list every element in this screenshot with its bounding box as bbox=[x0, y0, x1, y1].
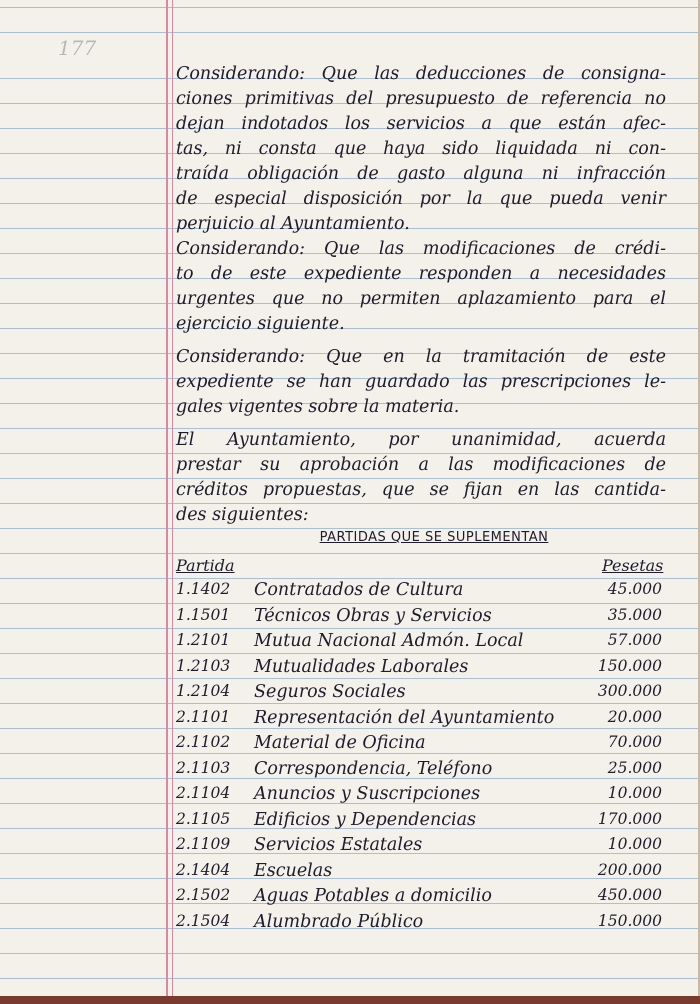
partida-amount: 170.000 bbox=[597, 809, 662, 828]
paragraph-acuerdo bbox=[176, 428, 666, 528]
partida-code: 2.1102 bbox=[176, 733, 231, 751]
page-number: 177 bbox=[58, 36, 97, 60]
partida-description: Edificios y Dependencias bbox=[254, 809, 477, 830]
text-line: gales vigentes sobre la materia. bbox=[176, 397, 460, 417]
page-edge bbox=[0, 996, 700, 1004]
text-line: ejercicio siguiente. bbox=[176, 314, 345, 334]
table-row bbox=[0, 733, 698, 759]
partida-amount: 450.000 bbox=[597, 886, 662, 904]
partida-description: Aguas Potables a domicilio bbox=[254, 886, 492, 906]
paragraph-considerando-2 bbox=[176, 237, 666, 337]
text-line: des siguientes: bbox=[176, 505, 309, 525]
paragraph-considerando-1 bbox=[176, 62, 666, 237]
partida-code: 2.1104 bbox=[176, 784, 231, 802]
table-row bbox=[0, 861, 698, 887]
partida-amount: 45.000 bbox=[607, 580, 662, 598]
text-line: El Ayuntamiento, por unanimidad, acuerda bbox=[176, 430, 666, 450]
partida-amount: 150.000 bbox=[597, 911, 662, 930]
table-row bbox=[0, 682, 698, 708]
partida-amount: 10.000 bbox=[607, 835, 662, 853]
partida-code: 2.1109 bbox=[176, 835, 231, 853]
table-row bbox=[0, 631, 698, 657]
partida-description: Escuelas bbox=[254, 860, 333, 881]
table-row bbox=[0, 912, 698, 938]
partida-description: Técnicos Obras y Servicios bbox=[254, 605, 492, 626]
partida-code: 2.1504 bbox=[176, 911, 231, 930]
partida-amount: 300.000 bbox=[597, 682, 662, 700]
table-row bbox=[0, 784, 698, 810]
column-header-pesetas: Pesetas bbox=[602, 556, 664, 575]
partida-description: Correspondencia, Teléfono bbox=[254, 758, 493, 779]
table-row bbox=[0, 580, 698, 606]
text-line: traída obligación de gasto alguna ni infracción bbox=[176, 164, 666, 184]
text-line: créditos propuestas, que se fijan en las cantida- bbox=[176, 480, 666, 500]
partida-amount: 57.000 bbox=[607, 631, 662, 649]
partidas-table bbox=[0, 580, 698, 937]
text-line: prestar su aprobación a las modificaciones de bbox=[176, 455, 666, 475]
column-header-partida: Partida bbox=[176, 556, 235, 575]
text-line: expediente se han guardado las prescripciones le- bbox=[176, 372, 666, 392]
table-row bbox=[0, 606, 698, 632]
table-row bbox=[0, 835, 698, 861]
partida-description: Seguros Sociales bbox=[254, 682, 406, 702]
table-title: PARTIDAS QUE SE SUPLEMENTAN bbox=[319, 530, 549, 545]
partida-code: 2.1404 bbox=[176, 860, 231, 879]
table-row bbox=[0, 657, 698, 683]
partida-description: Alumbrado Público bbox=[254, 911, 424, 932]
text-line: de especial disposición por la que pueda venir bbox=[176, 189, 666, 209]
partida-description: Servicios Estatales bbox=[254, 835, 423, 855]
partida-code: 2.1502 bbox=[176, 886, 231, 904]
partida-code: 2.1101 bbox=[176, 707, 231, 726]
partida-description: Mutua Nacional Admón. Local bbox=[254, 631, 524, 651]
partida-description: Mutualidades Laborales bbox=[254, 656, 469, 677]
partida-code: 1.2101 bbox=[176, 631, 231, 649]
partida-code: 2.1103 bbox=[176, 758, 231, 777]
partida-amount: 10.000 bbox=[607, 784, 662, 802]
text-line: Considerando: Que en la tramitación de este bbox=[176, 347, 666, 367]
partida-description: Anuncios y Suscripciones bbox=[254, 784, 481, 804]
partida-amount: 20.000 bbox=[607, 707, 662, 726]
partida-description: Contratados de Cultura bbox=[254, 580, 464, 600]
partida-code: 2.1105 bbox=[176, 809, 231, 828]
table-row bbox=[0, 759, 698, 785]
partida-amount: 35.000 bbox=[607, 605, 662, 624]
partida-code: 1.2103 bbox=[176, 656, 231, 675]
table-row bbox=[0, 810, 698, 836]
text-line: Considerando: Que las modificaciones de crédi- bbox=[176, 239, 666, 259]
table-row bbox=[0, 886, 698, 912]
text-line: to de este expediente responden a necesidades bbox=[176, 264, 666, 284]
partida-code: 1.1402 bbox=[176, 580, 231, 598]
partida-code: 1.2104 bbox=[176, 682, 231, 700]
text-line: Considerando: Que las deducciones de consigna- bbox=[176, 64, 666, 84]
text-line: urgentes que no permiten aplazamiento para el bbox=[176, 289, 666, 309]
text-line: dejan indotados los servicios a que están afec- bbox=[176, 114, 666, 134]
text-line: perjuicio al Ayuntamiento. bbox=[176, 214, 410, 234]
partida-amount: 150.000 bbox=[597, 656, 662, 675]
table-row bbox=[0, 708, 698, 734]
paragraph-considerando-3 bbox=[176, 345, 666, 420]
partida-code: 1.1501 bbox=[176, 605, 231, 624]
text-line: ciones primitivas del presupuesto de referencia no bbox=[176, 89, 666, 109]
partida-amount: 200.000 bbox=[597, 860, 662, 879]
partida-amount: 25.000 bbox=[607, 758, 662, 777]
text-line: tas, ni consta que haya sido liquidada ni con- bbox=[176, 139, 666, 159]
partida-amount: 70.000 bbox=[607, 733, 662, 751]
partida-description: Representación del Ayuntamiento bbox=[254, 707, 555, 728]
partida-description: Material de Oficina bbox=[254, 733, 426, 753]
